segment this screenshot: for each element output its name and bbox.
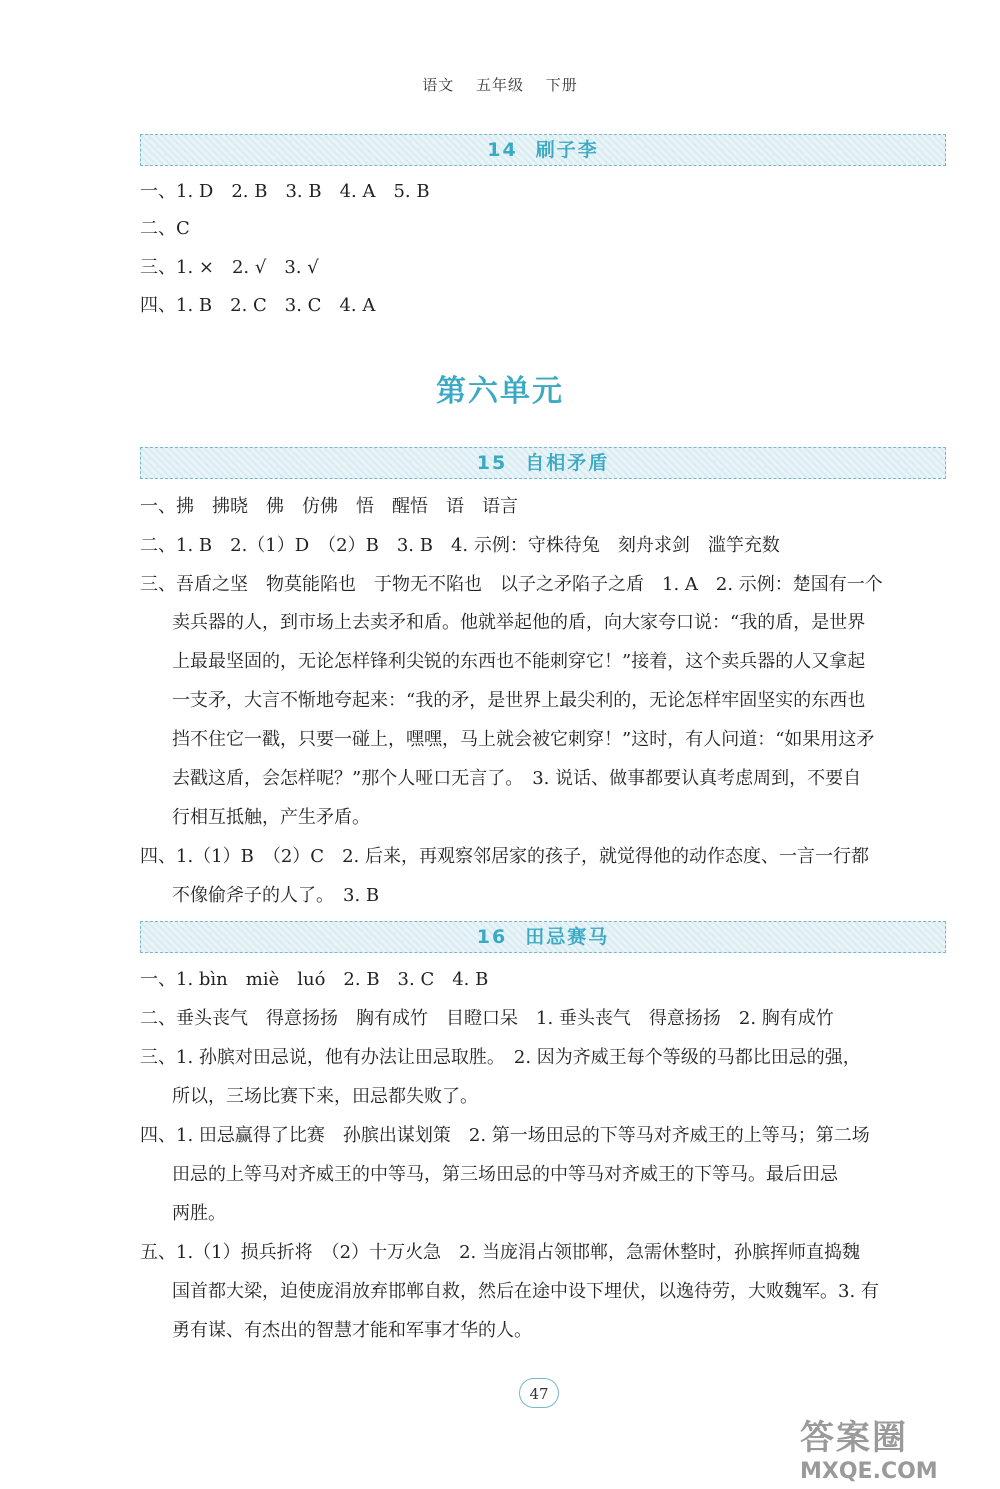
answer-line: 卖兵器的人，到市场上去卖矛和盾。他就举起他的盾，向大家夸口说：“我的盾，是世界 xyxy=(172,612,866,633)
answer-line: 三、1. 孙膑对田忌说，他有办法让田忌取胜。 2. 因为齐威王每个等级的马都比田忌的强， xyxy=(140,1047,861,1068)
answer-line: 行相互抵触，产生矛盾。 xyxy=(172,807,370,828)
lesson-15-title: 自相矛盾 xyxy=(525,452,610,474)
answer-line: 去戳这盾，会怎样呢？”那个人哑口无言了。 3. 说话、做事都要认真考虑周到，不要自 xyxy=(172,768,862,789)
answer-line: 田忌的上等马对齐威王的中等马，第三场田忌的中等马对齐威王的下等马。最后田忌 xyxy=(172,1164,838,1185)
header-subject: 语文 xyxy=(422,76,455,94)
header-volume: 下册 xyxy=(545,76,578,94)
lesson-16-banner xyxy=(140,921,946,953)
answer-line: 三、吾盾之坚 物莫能陷也 于物无不陷也 以子之矛陷子之盾 1. A 2. 示例：楚国有一个 xyxy=(140,574,883,595)
lesson-14-title: 刷子李 xyxy=(535,139,599,161)
answer-line: 二、垂头丧气 得意扬扬 胸有成竹 目瞪口呆 1. 垂头丧气 得意扬扬 2. 胸有成竹 xyxy=(140,1008,834,1029)
answer-line: 一、1. D 2. B 3. B 4. A 5. B xyxy=(140,181,430,202)
lesson-16-title: 田忌赛马 xyxy=(525,926,610,948)
answer-line: 二、C xyxy=(140,218,190,239)
lesson-16-number: 16 xyxy=(476,926,508,948)
lesson-14-number: 14 xyxy=(487,139,518,161)
lesson-14-banner xyxy=(140,134,946,166)
answer-line: 所以，三场比赛下来，田忌都失败了。 xyxy=(172,1086,478,1107)
page-header xyxy=(0,74,1000,95)
answer-line: 一、1. bìn miè luó 2. B 3. C 4. B xyxy=(140,969,489,990)
answer-line: 四、1. B 2. C 3. C 4. A xyxy=(140,295,376,316)
answer-line: 三、1. × 2. √ 3. √ xyxy=(140,257,319,278)
answer-line: 挡不住它一戳，只要一碰上，嘿嘿，马上就会被它刺穿！”这时，有人问道：“如果用这矛 xyxy=(172,729,875,750)
answer-line: 二、1. B 2.（1）D （2）B 3. B 4. 示例：守株待兔 刻舟求剑 滥竽充数 xyxy=(140,535,780,556)
answer-line: 勇有谋、有杰出的智慧才能和军事才华的人。 xyxy=(172,1320,532,1341)
answer-line: 四、1.（1）B （2）C 2. 后来，再观察邻居家的孩子，就觉得他的动作态度、一言一行都 xyxy=(140,846,869,867)
lesson-15-number: 15 xyxy=(476,452,508,474)
answer-line: 一、拂 拂晓 佛 仿佛 悟 醒悟 语 语言 xyxy=(140,496,518,517)
answer-line: 一支矛，大言不惭地夸起来：“我的矛，是世界上最尖利的，无论怎样牢固坚实的东西也 xyxy=(172,690,866,711)
unit-title: 第六单元 xyxy=(436,374,564,409)
answer-line: 五、1.（1）损兵折将 （2）十万火急 2. 当庞涓占领邯郸，急需休整时，孙膑挥师直捣魏 xyxy=(140,1242,860,1263)
watermark-logo-text: 答案圈 xyxy=(800,1418,908,1458)
answer-line: 两胜。 xyxy=(172,1203,226,1224)
answer-line: 四、1. 田忌赢得了比赛 孙膑出谋划策 2. 第一场田忌的下等马对齐威王的上等马；第二场 xyxy=(140,1125,870,1146)
watermark-url: MXQE.COM xyxy=(800,1459,938,1484)
page-number: 47 xyxy=(519,1378,559,1408)
answer-line: 上最最坚固的，无论怎样锋利尖锐的东西也不能刺穿它！”接着，这个卖兵器的人又拿起 xyxy=(172,651,866,672)
lesson-15-banner xyxy=(140,447,946,479)
answer-line: 国首都大梁，迫使庞涓放弃邯郸自救，然后在途中设下埋伏，以逸待劳，大败魏军。3. 有 xyxy=(172,1281,879,1302)
site-watermark xyxy=(800,1410,990,1484)
answer-line: 不像偷斧子的人了。 3. B xyxy=(172,885,380,906)
header-grade: 五年级 xyxy=(475,76,524,94)
